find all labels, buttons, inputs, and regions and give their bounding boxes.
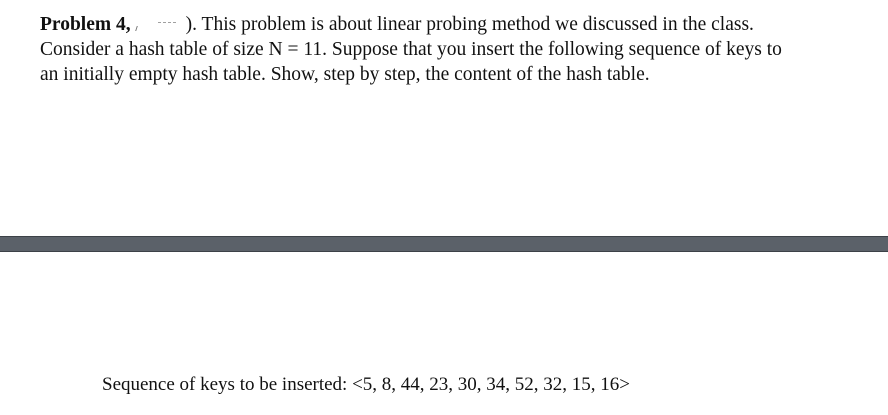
problem-heading: Problem 4 (40, 14, 126, 35)
page-divider-band (0, 236, 888, 252)
problem-line-3: an initially empty hash table. Show, step by step, the content of the hash table. (40, 64, 650, 85)
problem-line-1 (40, 12, 830, 37)
problem-line-2: Consider a hash table of size N = 11. Suppose that you insert the following sequence of keys to (40, 39, 782, 60)
page-bottom (0, 252, 888, 415)
key-sequence-text: Sequence of keys to be inserted: <5, 8, 44, 23, 30, 34, 52, 32, 15, 16> (102, 374, 631, 395)
problem-heading-suffix: , (125, 14, 131, 35)
redacted-text (133, 14, 185, 32)
problem-line-1-text: ). This problem is about linear probing method we discussed in the class. (185, 14, 754, 35)
problem-statement (40, 12, 830, 87)
